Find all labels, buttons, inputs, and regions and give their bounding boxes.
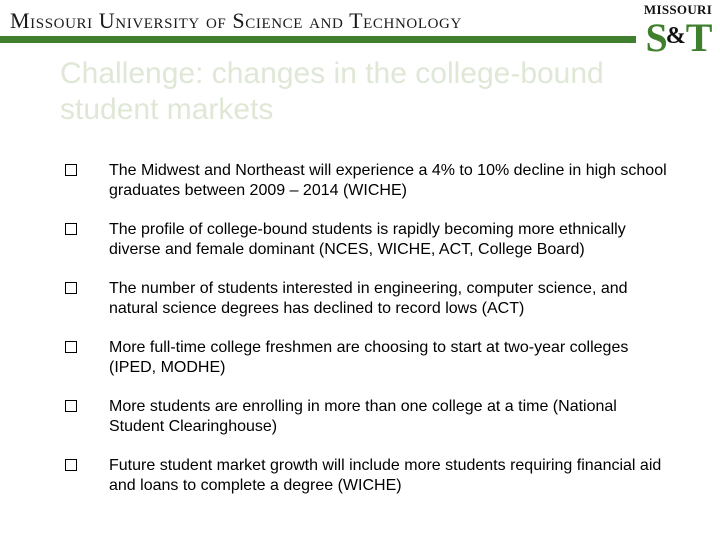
bullet-text: More students are enrolling in more than one college at a time (National Student Clearinghouse): [109, 398, 617, 435]
list-item: [0, 397, 720, 437]
checkbox-bullet-icon: [65, 459, 77, 471]
logo-letter-s: S: [645, 15, 666, 60]
logo-wordmark: MISSOURI: [643, 2, 713, 17]
bullet-text: The Midwest and Northeast will experience a 4% to 10% decline in high school graduates between 2009 – 2014 (WICHE): [109, 162, 667, 199]
bullet-text: The number of students interested in engineering, computer science, and natural science degrees has declined to record lows (ACT): [109, 280, 628, 317]
list-item: [0, 338, 720, 378]
checkbox-bullet-icon: [65, 400, 77, 412]
list-item: [0, 456, 720, 496]
bullet-text: The profile of college-bound students is rapidly becoming more ethnically diverse and female dominant (NCES, WICHE, ACT, College Board): [109, 221, 626, 258]
checkbox-bullet-icon: [65, 341, 77, 353]
logo-ampersand: &: [665, 23, 686, 49]
header-divider-bar: [0, 36, 636, 43]
checkbox-bullet-icon: [65, 164, 77, 176]
list-item: [0, 220, 720, 260]
logo-letter-t: T: [685, 15, 711, 60]
bullet-list: [0, 161, 720, 515]
bullet-text: Future student market growth will include more students requiring financial aid and loans to complete a degree (WICHE): [109, 457, 662, 494]
bullet-text: More full-time college freshmen are choosing to start at two-year colleges (IPED, MODHE): [109, 339, 629, 376]
list-item: [0, 161, 720, 201]
slide-title: Challenge: changes in the college-bound student markets: [60, 57, 604, 126]
slide-header: [0, 0, 720, 60]
checkbox-bullet-icon: [65, 223, 77, 235]
university-logo: [640, 2, 716, 62]
checkbox-bullet-icon: [65, 282, 77, 294]
university-name: Missouri University of Science and Technology: [10, 8, 462, 33]
list-item: [0, 279, 720, 319]
